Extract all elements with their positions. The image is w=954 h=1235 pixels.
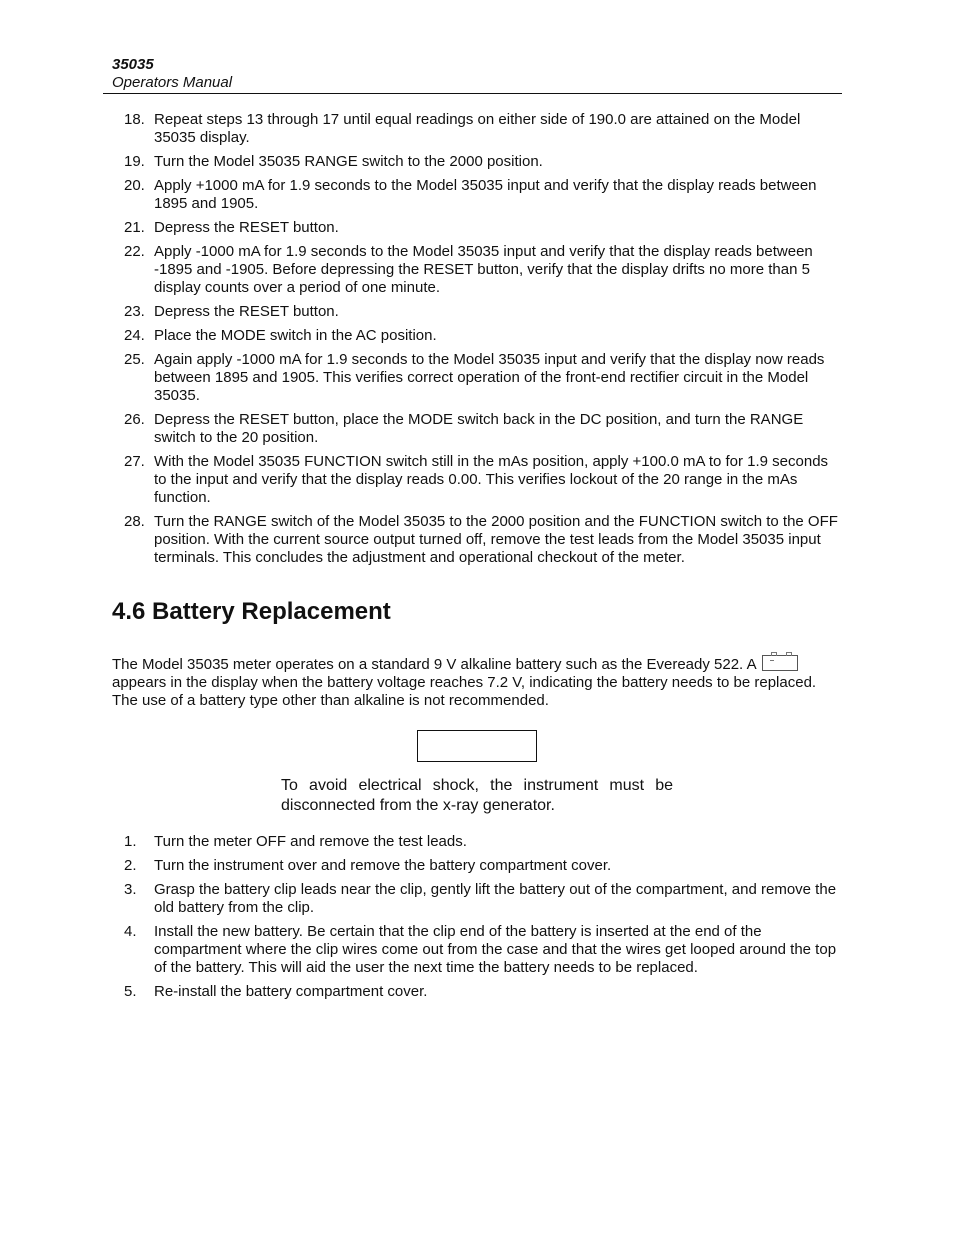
step-text: Depress the RESET button. [154,303,339,320]
step-number: 23. [124,303,145,320]
step-text: Apply -1000 mA for 1.9 seconds to the Model 35035 input and verify that the display reads between -1895 and -1905. Before depressing the RESET button, verify that the display drifts no more than 5 display counts over a period of one minute. [154,243,813,296]
step-text: Depress the RESET button. [154,219,339,236]
list-item [112,833,842,851]
page-header [112,56,842,92]
step-text: Turn the instrument over and remove the battery compartment cover. [154,857,612,874]
step-text: Turn the Model 35035 RANGE switch to the 2000 position. [154,153,543,170]
step-text: Grasp the battery clip leads near the clip, gently lift the battery out of the compartment, and remove the old battery from the clip. [154,881,837,916]
list-item [112,983,842,1001]
step-text: Depress the RESET button, place the MODE switch back in the DC position, and turn the RANGE switch to the 20 position. [154,411,804,446]
battery-paragraph [112,655,842,710]
step-number: 5. [124,983,137,1000]
list-item [112,327,842,345]
step-number: 28. [124,513,145,530]
paragraph-text-start: The Model 35035 meter operates on a standard 9 V alkaline battery such as the Eveready 522. A [112,656,760,673]
step-number: 24. [124,327,145,344]
step-text: Re-install the battery compartment cover. [154,983,428,1000]
step-text: Again apply -1000 mA for 1.9 seconds to the Model 35035 input and verify that the display now reads between 1895 and 1905. This verifies correct operation of the front-end rectifier circuit in the Model 35035. [154,351,825,404]
list-item [112,303,842,321]
list-item [112,153,842,171]
list-item [112,453,842,507]
step-number: 18. [124,111,145,128]
header-rule [103,93,842,94]
battery-low-icon [762,655,798,671]
step-number: 2. [124,857,137,874]
step-number: 20. [124,177,145,194]
calibration-steps-list [112,111,842,573]
list-item [112,857,842,875]
step-number: 22. [124,243,145,260]
battery-steps-list [112,833,842,1007]
step-text: Place the MODE switch in the AC position. [154,327,437,344]
step-text: Turn the meter OFF and remove the test leads. [154,833,467,850]
step-text: Apply +1000 mA for 1.9 seconds to the Model 35035 input and verify that the display reads between 1895 and 1905. [154,177,817,212]
list-item [112,243,842,297]
list-item [112,513,842,567]
list-item [112,111,842,147]
section-heading: 4.6 Battery Replacement [112,598,391,625]
paragraph-text-end: appears in the display when the battery voltage reaches 7.2 V, indicating the battery needs to be replaced. The use of a battery type other than alkaline is not recommended. [112,674,817,709]
header-model: 35035 [112,56,154,73]
step-text: Turn the RANGE switch of the Model 35035 to the 2000 position and the FUNCTION switch to the OFF position. With the current source output turned off, remove the test leads from the Model 35035 input terminals. This concludes the adjustment and operational checkout of the meter. [154,513,838,566]
step-number: 4. [124,923,137,940]
step-number: 27. [124,453,145,470]
step-number: 1. [124,833,137,850]
list-item [112,923,842,977]
step-number: 3. [124,881,137,898]
list-item [112,881,842,917]
step-number: 25. [124,351,145,368]
header-manual-title: Operators Manual [112,74,233,91]
list-item [112,411,842,447]
step-number: 26. [124,411,145,428]
warning-text: To avoid electrical shock, the instrument must be disconnected from the x-ray generator. [281,777,673,814]
warning-label-box [417,730,537,762]
list-item [112,177,842,213]
step-text: Repeat steps 13 through 17 until equal readings on either side of 190.0 are attained on the Model 35035 display. [154,111,801,146]
step-text: Install the new battery. Be certain that the clip end of the battery is inserted at the end of the compartment where the clip wires come out from the case and that the wires get looped around the top of the battery. This will aid the user the next time the battery needs to be replaced. [154,923,837,976]
step-number: 19. [124,153,145,170]
list-item [112,219,842,237]
list-item [112,351,842,405]
step-number: 21. [124,219,145,236]
step-text: With the Model 35035 FUNCTION switch still in the mAs position, apply +100.0 mA to for 1.9 seconds to the input and verify that the display reads 0.00. This verifies lockout of the 20 range in the mAs function. [154,453,829,506]
